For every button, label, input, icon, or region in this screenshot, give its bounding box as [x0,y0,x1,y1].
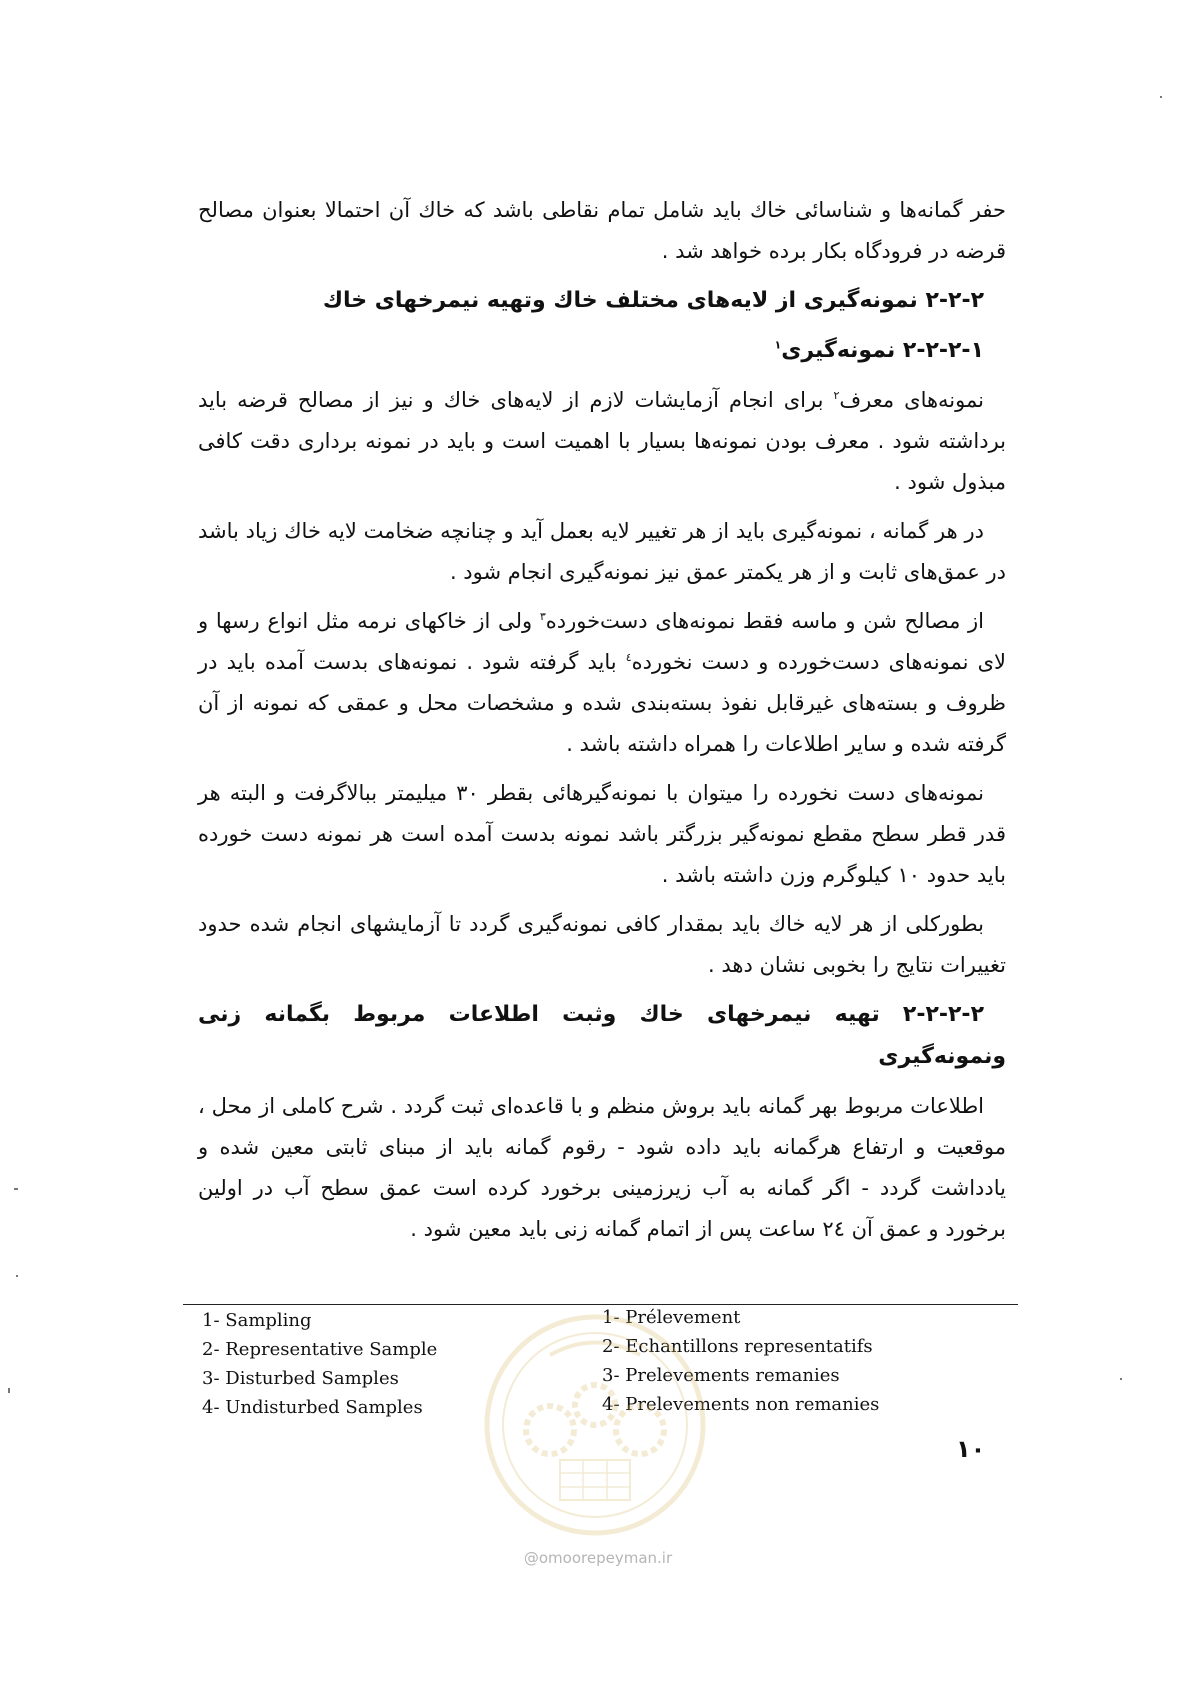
watermark-seal-icon [480,1310,710,1540]
footnote-ref: ۱ [774,338,782,352]
footnotes-english [202,1306,437,1422]
page-number: ۱۰ [956,1435,986,1463]
section-heading-2-2-2-2: ۲-۲-۲-۲ تهیه نیمرخهای خاك وثبت اطلاعات مربوط بگمانه زنی ونمونه‌گیری [198,1002,1006,1069]
paragraph-borehole-records: اطلاعات مربوط بهر گمانه باید بروش منظم و با قاعده‌ای ثبت گردد . شرح کاملی از محل ، موقعیت و ارتفاع هرگمانه باید داده شود - رقوم گمانه باید از مبنای ثابتی معین شده و یادداشت گردد - اگر گمانه به آب زیرزمینی برخورد کرده است عمق سطح آب در اولین برخورد و عمق آن ۲٤ ساعت پس از اتمام گمانه زنی باید معین شود . [198,1094,1006,1241]
heading-text: ۲-۲-۲-۱ نمونه‌گیری [781,338,984,363]
footnote-item: 2- Echantillons representatifs [602,1336,873,1357]
footnote-item: 3- Disturbed Samples [202,1368,399,1389]
footnote-item: 2- Representative Sample [202,1339,438,1360]
paragraph-sufficient-sampling: بطورکلی از هر لایه خاك باید بمقدار کافی نمونه‌گیری گردد تا آزمایشهای انجام شده حدود تغییرات نتایج را بخوبی نشان دهد . [198,912,1006,977]
section-heading-2-2-2-1 [198,330,1006,372]
footnote-item: 4- Prelevements non remanies [602,1394,880,1415]
scan-speck [1120,1378,1122,1380]
paragraph-text: برای انجام آزمایشات لازم از لایه‌های خاك و نیز از مصالح قرضه باید برداشته شود . معرف بودن نمونه‌ها بسیار با اهمیت است و باید در نمونه برداری دقت کافی مبذول شود . [198,388,1006,494]
watermark-site-text: @omoorepeyman.ir [523,1549,673,1567]
scan-speck [1160,96,1162,98]
footnote-item: 1- Prélevement [602,1307,741,1328]
paragraph-sampling-per-layer: در هر گمانه ، نمونه‌گیری باید از هر تغییر لایه بعمل آید و چنانچه ضخامت لایه خاك زیاد باشد در عمق‌های ثابت و از هر یکمتر عمق نیز نمونه‌گیری انجام شود . [198,519,1006,584]
section-heading-2-2-2: ۲-۲-۲ نمونه‌گیری از لایه‌های مختلف خاك وتهیه نیمرخهای خاك [322,288,984,313]
intro-paragraph: حفر گمانه‌ها و شناسائی خاك باید شامل تمام نقاطی باشد که خاك آن احتمالا بعنوان مصالح قرضه در فرودگاه بکار برده خواهد شد . [198,198,1006,263]
paragraph-text: نمونه‌های معرف [839,388,984,412]
scan-speck [8,1388,10,1393]
footnote-item: 4- Undisturbed Samples [202,1397,423,1418]
paragraph-representative-samples [198,380,1006,503]
paragraph-text: باید گرفته شود . نمونه‌های بدست آمده باید در ظروف و بسته‌های غیرقابل نفوذ بسته‌بندی شده و مشخصات محل و عمقی که نمونه از آن گرفته شده و سایر اطلاعات را همراه داشته باشد . [198,650,1006,756]
main-text [198,190,1006,1258]
paragraph-sampler-diameter: نمونه‌های دست نخورده را میتوان با نمونه‌گیرهائی بقطر ۳۰ میلیمتر ببالاگرفت و البته هر قدر قطر سطح مقطع نمونه‌گیر بزرگتر باشد نمونه بدست آمده است هر نمونه دست خورده باید حدود ۱۰ کیلوگرم وزن داشته باشد . [198,781,1006,887]
footnote-ref: ۲ [833,389,840,402]
paragraph-text: از مصالح شن و ماسه فقط نمونه‌های دست‌خورده [545,609,984,633]
scan-speck [16,1275,18,1277]
paragraph-disturbed-undisturbed [198,601,1006,765]
footnote-ref: ۳ [539,610,546,623]
scan-speck [14,1188,18,1190]
footnote-ref: ٤ [625,651,632,664]
paragraph-text: ولی از خاکهای نرمه مثل انواع رسها و لای نمونه‌های دست‌خورده و دست نخورده [198,609,1006,674]
footnote-item: 3- Prelevements remanies [602,1365,840,1386]
footnote-divider [183,1304,1018,1305]
footnote-item: 1- Sampling [202,1310,312,1331]
